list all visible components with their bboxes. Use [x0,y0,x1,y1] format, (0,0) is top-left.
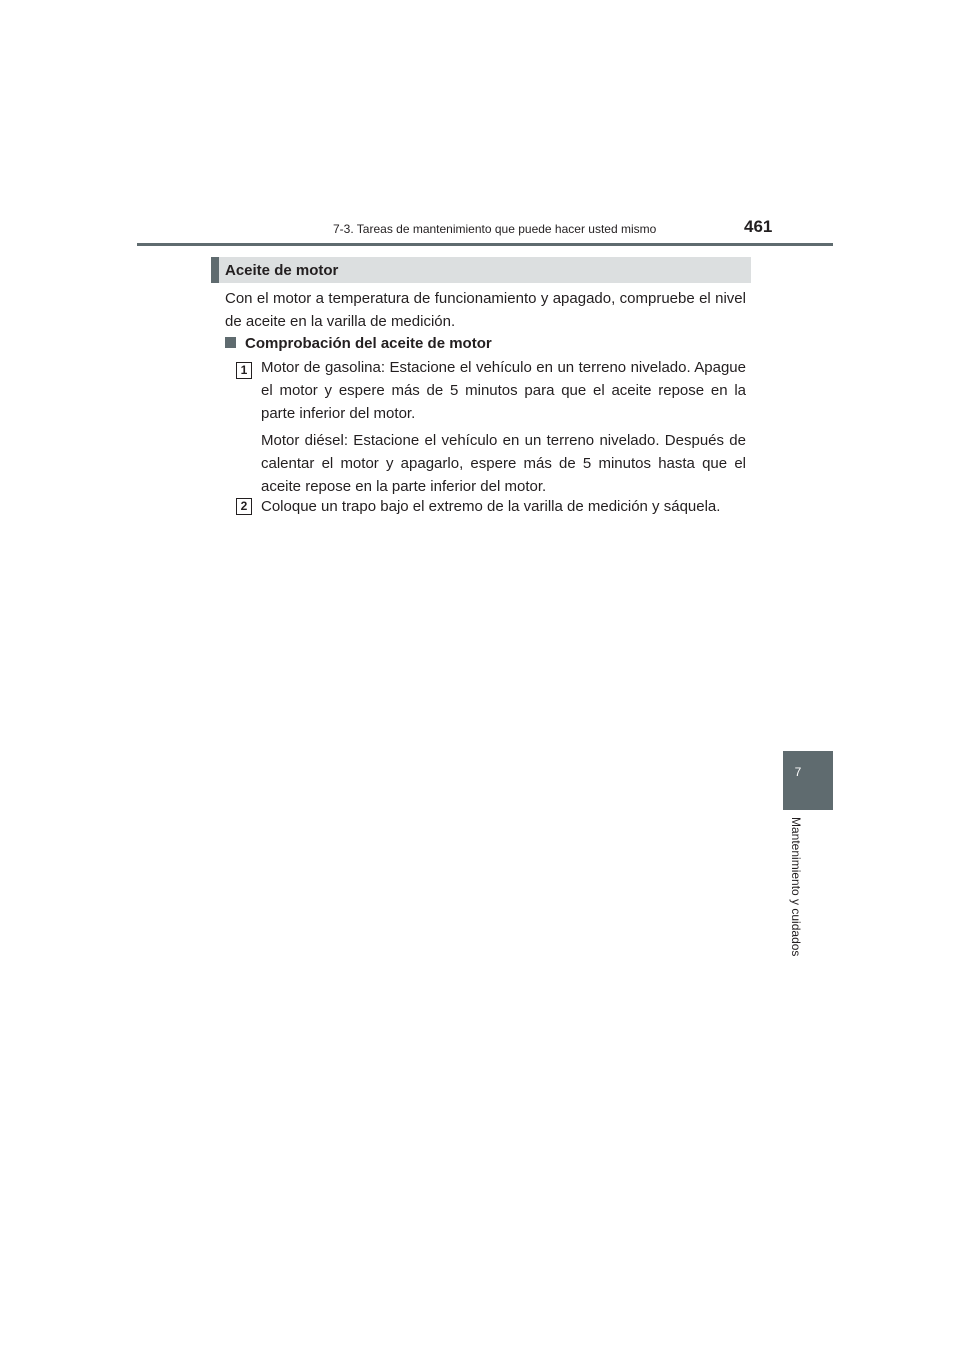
chapter-number: 7 [794,765,802,779]
step-2-paragraph: Coloque un trapo bajo el extremo de la varilla de medición y sáquela. [261,498,721,515]
section-accent [211,257,219,283]
step-number-1: 1 [236,362,252,379]
subsection-heading [225,335,492,352]
section-title: Aceite de motor [225,262,339,279]
step-1-paragraph-diesel: Motor diésel: Estacione el vehículo en un terreno nivelado. Después de calentar el motor y apagarlo, espere más de 5 minutos hasta que el aceite repose en la parte inferior del motor. [261,432,746,495]
square-bullet-icon [225,337,236,348]
chapter-title: 7-3. Tareas de mantenimiento que puede hacer usted mismo [333,222,657,236]
intro-paragraph: Con el motor a temperatura de funcionamiento y apagado, compruebe el nivel de aceite en la varilla de medición. [225,290,746,330]
header-rule [137,243,833,246]
subsection-title: Comprobación del aceite de motor [245,335,492,352]
step-1-paragraph-gasoline: Motor de gasolina: Estacione el vehículo en un terreno nivelado. Apague el motor y espere más de 5 minutos para que el aceite repose en la parte inferior del motor. [261,359,746,422]
chapter-side-tab [783,751,833,810]
step-number-2: 2 [236,498,252,515]
page-number: 461 [744,217,773,236]
chapter-side-label: Mantenimiento y cuidados [789,817,803,957]
section-heading-bar [211,257,751,283]
